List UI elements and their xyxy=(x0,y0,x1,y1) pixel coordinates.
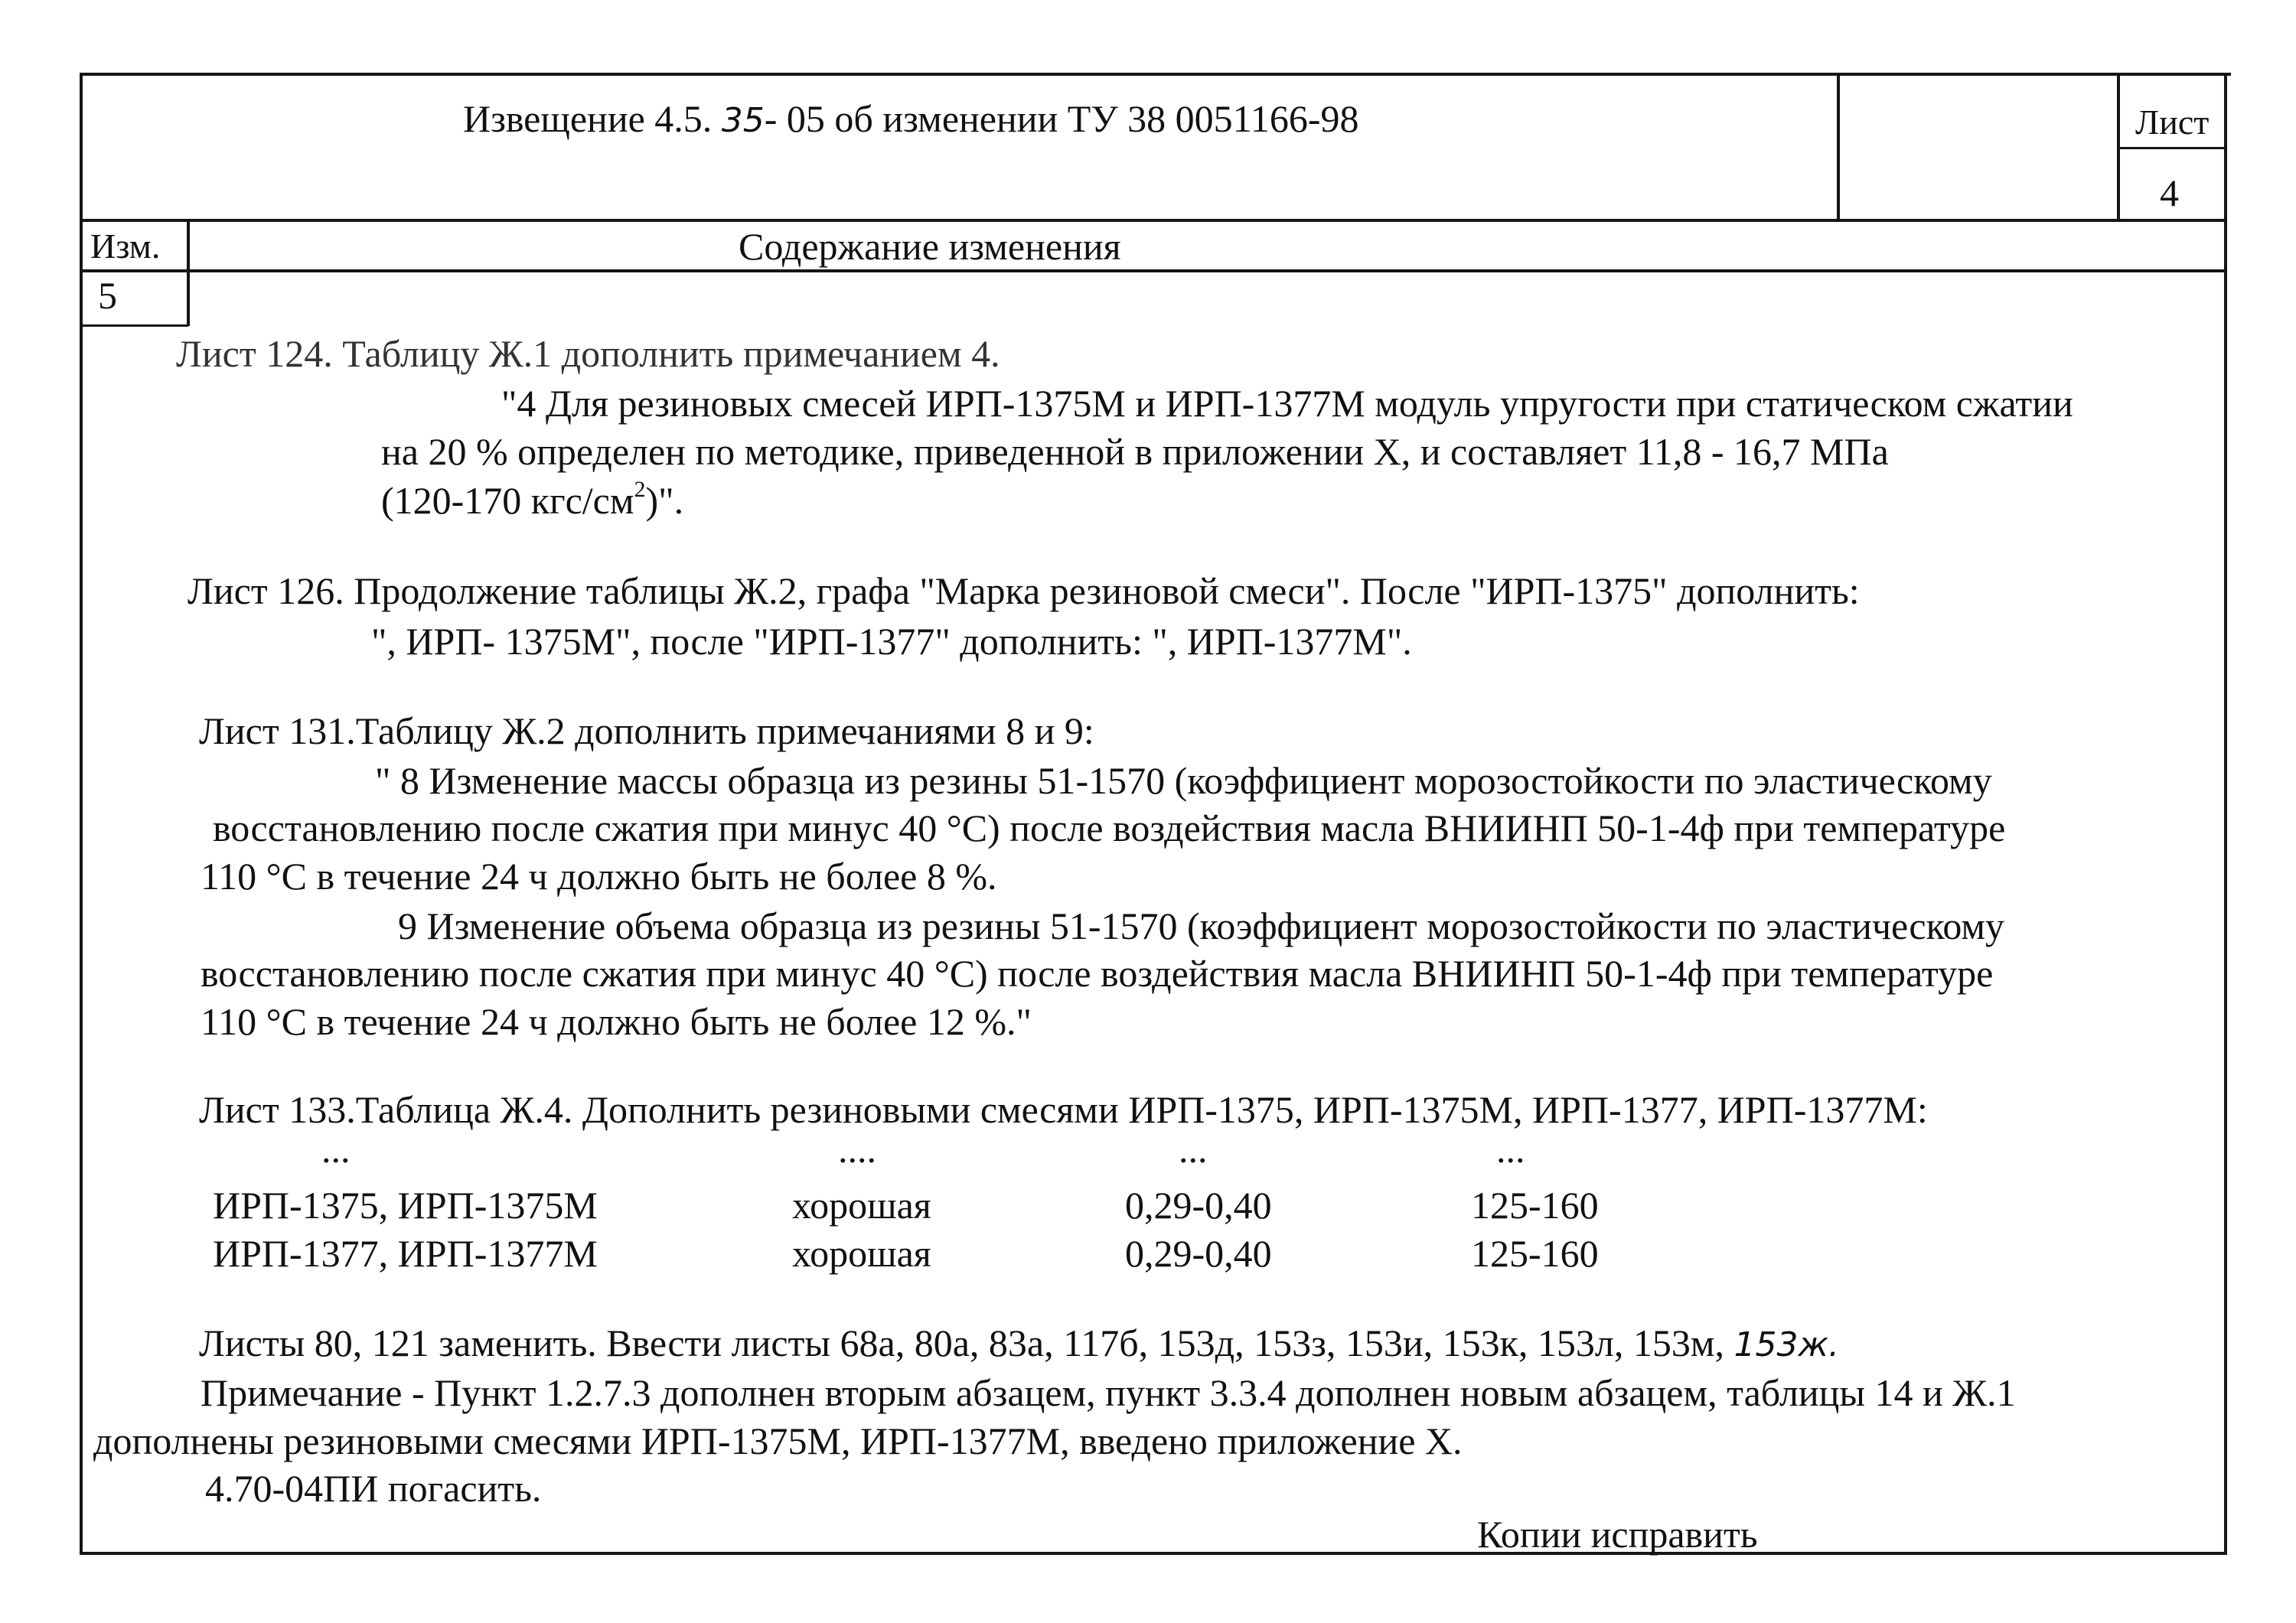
p1-line2: на 20 % определен по методике, приведенной в приложении Х, и составляет 11,8 - 16,7 МПа xyxy=(381,430,1889,473)
change-number: 5 xyxy=(98,274,117,317)
p1-line1: "4 Для резиновых смесей ИРП-1375М и ИРП-1377М модуль упругости при статическом сжатии xyxy=(501,382,2073,425)
notice-title xyxy=(463,96,1358,144)
table-row-2-range: 0,29-0,40 xyxy=(1125,1232,1272,1275)
header-bottom-line xyxy=(80,219,2227,222)
p1-line3-superscript: 2 xyxy=(634,477,646,502)
header-divider-2 xyxy=(2117,73,2120,220)
change-column-label: Изм. xyxy=(90,227,161,266)
change-box-bottom-line xyxy=(80,324,188,327)
header-divider-1 xyxy=(1837,73,1840,220)
frame-right-line xyxy=(2224,73,2227,1553)
p2-line2: ", ИРП- 1375М", после "ИРП-1377" дополнить: ", ИРП-1377М". xyxy=(371,620,1412,663)
notice-title-suffix: - 05 об изменении ТУ 38 0051166-98 xyxy=(764,97,1359,140)
p1-line3-end: )". xyxy=(645,479,684,522)
p2-line1: Лист 126. Продолжение таблицы Ж.2, графа "Марка резиновой смеси". После "ИРП-1375" дополнить: xyxy=(188,569,1860,612)
p3-heading: Лист 131.Таблицу Ж.2 дополнить примечаниями 8 и 9: xyxy=(199,709,1094,752)
table-ellipsis-4: ... xyxy=(1496,1128,1525,1171)
cancel-line: 4.70-04ПИ погасить. xyxy=(205,1467,542,1510)
notice-title-prefix: Извещение 4.5. xyxy=(463,97,713,140)
p3-note8-line1: " 8 Изменение массы образца из резины 51-1570 (коэффициент морозостойкости по эластическому xyxy=(375,759,1992,802)
sheet-label: Лист xyxy=(2135,103,2210,142)
p3-note9-line2: восстановлению после сжатия при минус 40 °С) после воздействия масла ВНИИНП 50-1-4ф при температуре xyxy=(201,952,1994,995)
sheet-box-divider xyxy=(2117,147,2227,149)
p3-note8-line2: восстановлению после сжатия при минус 40 °С) после воздействия масла ВНИИНП 50-1-4ф при температуре xyxy=(213,807,2006,849)
table-row-1-mix: ИРП-1375, ИРП-1375М xyxy=(213,1184,598,1227)
p3-note8-line3: 110 °С в течение 24 ч должно быть не более 8 %. xyxy=(201,855,997,898)
frame-left-line xyxy=(80,73,83,1553)
change-column-divider xyxy=(187,219,190,326)
note-line2: дополнены резиновыми смесями ИРП-1375М, ИРП-1377М, введено приложение Х. xyxy=(93,1419,1463,1462)
column-header-bottom-line xyxy=(80,269,2227,272)
p3-note9-line1: 9 Изменение объема образца из резины 51-1570 (коэффициент морозостойкости по эластическому xyxy=(398,904,2005,947)
table-ellipsis-1: ... xyxy=(321,1128,351,1171)
p1-heading: Лист 124. Таблицу Ж.1 дополнить примечанием 4. xyxy=(176,332,1000,375)
table-row-2-mix: ИРП-1377, ИРП-1377М xyxy=(213,1232,598,1275)
notice-number-handwritten: 35 xyxy=(721,101,765,140)
copies-line: Копии исправить xyxy=(1477,1513,1758,1556)
sheet-number: 4 xyxy=(2160,171,2179,214)
table-row-1-value: 125-160 xyxy=(1471,1184,1599,1227)
frame-bottom-line xyxy=(80,1552,2227,1555)
table-row-2-quality: хорошая xyxy=(792,1232,931,1275)
table-row-1-range: 0,29-0,40 xyxy=(1125,1184,1272,1227)
p1-line3 xyxy=(381,477,683,523)
p5-text: Листы 80, 121 заменить. Ввести листы 68а, 80а, 83а, 117б, 153д, 153з, 153и, 153к, 153л, 153м, xyxy=(199,1322,1724,1364)
table-row-1-quality: хорошая xyxy=(792,1184,931,1227)
p3-note9-line3: 110 °С в течение 24 ч должно быть не более 12 %." xyxy=(201,1000,1032,1043)
table-row-2-value: 125-160 xyxy=(1471,1232,1599,1275)
p5-line xyxy=(199,1320,1839,1368)
content-column-label: Содержание изменения xyxy=(739,225,1121,268)
p1-line3-text: (120-170 кгс/см xyxy=(381,479,634,522)
p4-heading: Лист 133.Таблица Ж.4. Дополнить резиновыми смесями ИРП-1375, ИРП-1375М, ИРП-1377, ИРП-1377М: xyxy=(199,1088,1928,1131)
table-ellipsis-3: ... xyxy=(1179,1128,1208,1171)
frame-top-line xyxy=(80,73,2231,76)
table-ellipsis-2: .... xyxy=(838,1128,876,1171)
note-line1: Примечание - Пункт 1.2.7.3 дополнен вторым абзацем, пункт 3.3.4 дополнен новым абзацем, таблицы 14 и Ж.1 xyxy=(201,1371,2016,1414)
p5-handwritten-addition: 153ж. xyxy=(1733,1325,1840,1364)
